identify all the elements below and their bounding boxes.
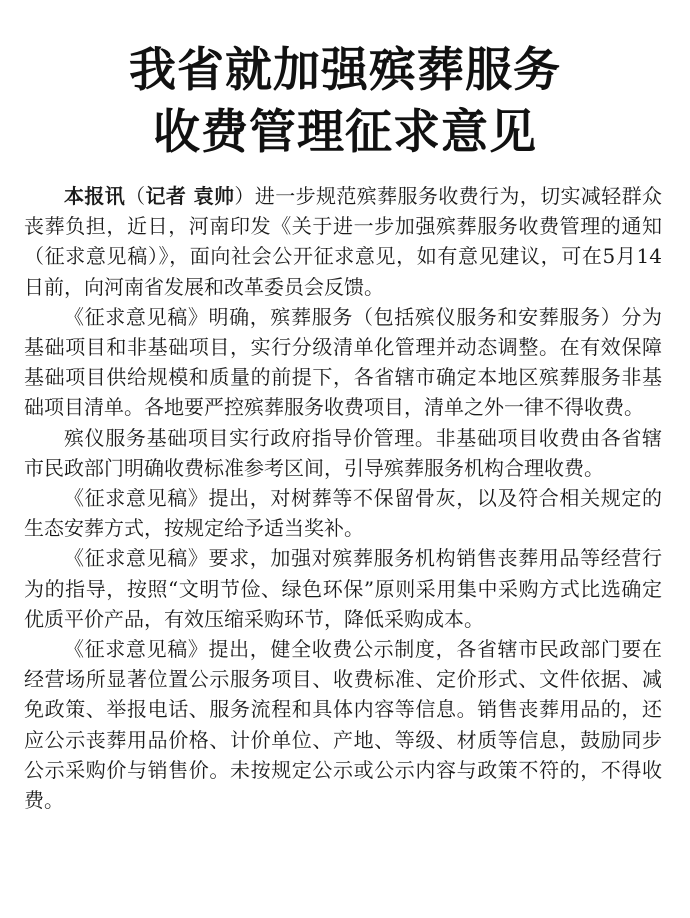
article-body [24, 181, 662, 815]
paragraph-2: 《征求意见稿》明确，殡葬服务（包括殡仪服务和安葬服务）分为基础项目和非基础项目，实行分级清单化管理并动态调整。在有效保障基础项目供给规模和质量的前提下，各省辖市确定本地区殡葬服务非基础项目清单。各地要严控殡葬服务收费项目，清单之外一律不得收费。 [24, 304, 662, 420]
headline-line-1: 我省就加强殡葬服务 [129, 43, 561, 98]
paragraph-5: 《征求意见稿》要求，加强对殡葬服务机构销售丧葬用品等经营行为的指导，按照“文明节俭、绿色环保”原则采用集中采购方式比选确定优质平价产品，有效压缩采购环节，降低采购成本。 [24, 546, 662, 631]
headline [0, 40, 690, 164]
paragraph-4: 《征求意见稿》提出，对树葬等不保留骨灰，以及符合相关规定的生态安葬方式，按规定给予适当奖补。 [24, 486, 662, 541]
byline-close: ） [234, 184, 255, 208]
lead-tag: 本报讯 [64, 184, 126, 208]
headline-line-2: 收费管理征求意见 [153, 105, 537, 160]
byline: 记者 袁帅 [145, 184, 235, 208]
paragraph-1 [24, 181, 662, 302]
paragraph-6: 《征求意见稿》提出，健全收费公示制度，各省辖市民政部门要在经营场所显著位置公示服务项目、收费标准、定价形式、文件依据、减免政策、举报电话、服务流程和具体内容等信息。销售丧葬用品的，还应公示丧葬用品价格、计价单位、产地、等级、材质等信息，鼓励同步公示采购价与销售价。未按规定公示或公示内容与政策不符的，不得收费。 [24, 637, 662, 813]
byline-open: （ [125, 184, 146, 208]
paragraph-1-text: 进一步规范殡葬服务收费行为，切实减轻群众丧葬负担，近日，河南印发《关于进一步加强殡葬服务收费管理的通知（征求意见稿）》，面向社会公开征求意见，如有意见建议，可在5月14日前，向河南省发展和改革委员会反馈。 [24, 184, 663, 299]
paragraph-3: 殡仪服务基础项目实行政府指导价管理。非基础项目收费由各省辖市民政部门明确收费标准参考区间，引导殡葬服务机构合理收费。 [24, 425, 662, 480]
